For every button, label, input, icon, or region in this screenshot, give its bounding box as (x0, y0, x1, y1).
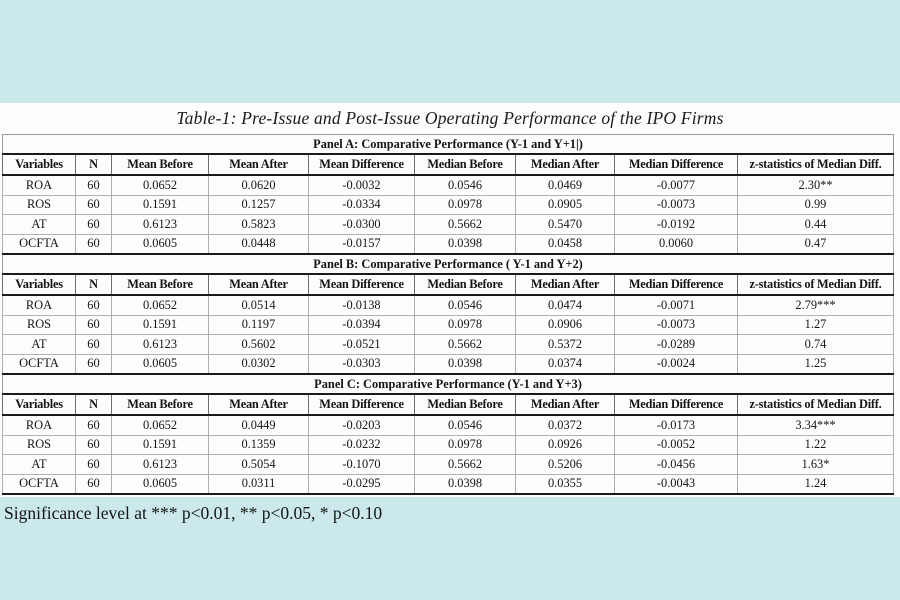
table-cell: 0.5662 (415, 215, 516, 235)
table-cell: 0.0398 (415, 474, 516, 494)
table-cell: 0.0605 (112, 474, 209, 494)
table-cell: ROS (3, 435, 76, 455)
table-cell: 60 (76, 335, 112, 355)
column-header: Mean Before (112, 394, 209, 415)
table-cell: 0.99 (738, 195, 894, 215)
table-cell: -0.0077 (615, 175, 738, 195)
table-row (3, 415, 894, 435)
table-cell: ROA (3, 295, 76, 315)
table-row (3, 234, 894, 254)
table-cell: 60 (76, 175, 112, 195)
table-cell: 0.5662 (415, 455, 516, 475)
column-header: Variables (3, 394, 76, 415)
table-cell: 1.24 (738, 474, 894, 494)
table-cell: -0.0052 (615, 435, 738, 455)
column-header: Median Before (415, 394, 516, 415)
table-cell: 60 (76, 354, 112, 374)
table-cell: 0.1591 (112, 195, 209, 215)
column-header: Median Difference (615, 394, 738, 415)
column-header: N (76, 274, 112, 295)
table-cell: 1.27 (738, 315, 894, 335)
table-cell: 0.6123 (112, 335, 209, 355)
table-cell: 0.0398 (415, 234, 516, 254)
table-cell: 60 (76, 474, 112, 494)
table-row (3, 195, 894, 215)
table-cell: -0.0073 (615, 315, 738, 335)
panel-title-row (3, 374, 894, 394)
column-header: Mean Difference (309, 154, 415, 175)
column-header-row (3, 394, 894, 415)
column-header: Mean Difference (309, 274, 415, 295)
table-cell: 0.0605 (112, 234, 209, 254)
table-cell: -0.0232 (309, 435, 415, 455)
significance-footnote: Significance level at *** p<0.01, ** p<0.05, * p<0.10 (4, 503, 383, 523)
table-cell: 0.1591 (112, 435, 209, 455)
table-cell: 60 (76, 295, 112, 315)
column-header: Mean Before (112, 274, 209, 295)
table-cell: 0.1591 (112, 315, 209, 335)
table-cell: AT (3, 335, 76, 355)
table-row (3, 335, 894, 355)
column-header: Median Difference (615, 154, 738, 175)
table-cell: 0.1359 (209, 435, 309, 455)
performance-table (2, 134, 894, 495)
table-cell: -0.0295 (309, 474, 415, 494)
table-cell: 0.6123 (112, 455, 209, 475)
table-cell: 0.5054 (209, 455, 309, 475)
table-cell: -0.0043 (615, 474, 738, 494)
column-header: Mean Before (112, 154, 209, 175)
table-cell: 0.0546 (415, 295, 516, 315)
table-cell: 0.0652 (112, 175, 209, 195)
table-cell: -0.0073 (615, 195, 738, 215)
table-cell: 60 (76, 455, 112, 475)
table-row (3, 175, 894, 195)
table-row (3, 474, 894, 494)
table-cell: 0.44 (738, 215, 894, 235)
table-cell: OCFTA (3, 354, 76, 374)
column-header-row (3, 274, 894, 295)
table-cell: 0.5470 (516, 215, 615, 235)
column-header: Variables (3, 274, 76, 295)
table-cell: 0.74 (738, 335, 894, 355)
table-cell: 0.0926 (516, 435, 615, 455)
panel-title-row (3, 254, 894, 274)
table-cell: 0.0398 (415, 354, 516, 374)
table-cell: 0.0978 (415, 195, 516, 215)
table-cell: 0.5206 (516, 455, 615, 475)
panel (3, 374, 894, 494)
table-cell: 1.63* (738, 455, 894, 475)
table-cell: 3.34*** (738, 415, 894, 435)
table-cell: -0.0394 (309, 315, 415, 335)
table-cell: 0.0374 (516, 354, 615, 374)
table-cell: -0.1070 (309, 455, 415, 475)
table-row (3, 215, 894, 235)
table-cell: 0.0474 (516, 295, 615, 315)
table-cell: 1.22 (738, 435, 894, 455)
column-header: Variables (3, 154, 76, 175)
table-cell: 0.0060 (615, 234, 738, 254)
table-cell: 0.5372 (516, 335, 615, 355)
table-cell: 0.1257 (209, 195, 309, 215)
column-header: Median Before (415, 274, 516, 295)
panel-title: Panel B: Comparative Performance ( Y-1 and Y+2) (3, 254, 894, 274)
table-cell: 0.5602 (209, 335, 309, 355)
table-cell: -0.0032 (309, 175, 415, 195)
column-header: Mean Difference (309, 394, 415, 415)
paper-content-area (0, 103, 900, 523)
column-header: z-statistics of Median Diff. (738, 274, 894, 295)
column-header: Median After (516, 274, 615, 295)
table-cell: -0.0173 (615, 415, 738, 435)
table-cell: 2.30** (738, 175, 894, 195)
table-cell: 0.0652 (112, 295, 209, 315)
column-header: N (76, 154, 112, 175)
table-cell: -0.0203 (309, 415, 415, 435)
panel (3, 135, 894, 255)
table-cell: 0.0449 (209, 415, 309, 435)
table-cell: 0.0458 (516, 234, 615, 254)
table-cell: 0.0448 (209, 234, 309, 254)
table-cell: 0.0302 (209, 354, 309, 374)
column-header: z-statistics of Median Diff. (738, 154, 894, 175)
column-header: Mean After (209, 394, 309, 415)
table-cell: AT (3, 455, 76, 475)
table-cell: 60 (76, 435, 112, 455)
table-cell: 0.0546 (415, 175, 516, 195)
column-header: Median Before (415, 154, 516, 175)
table-cell: 60 (76, 315, 112, 335)
table-cell: 0.0514 (209, 295, 309, 315)
column-header: z-statistics of Median Diff. (738, 394, 894, 415)
table-cell: OCFTA (3, 474, 76, 494)
table-row (3, 455, 894, 475)
table-cell: 60 (76, 195, 112, 215)
table-cell: ROS (3, 315, 76, 335)
table-cell: 0.0905 (516, 195, 615, 215)
table-row (3, 435, 894, 455)
table-cell: ROA (3, 415, 76, 435)
table-cell: 0.0372 (516, 415, 615, 435)
panel-title: Panel A: Comparative Performance (Y-1 and Y+1|) (3, 135, 894, 155)
table-cell: 0.0605 (112, 354, 209, 374)
table-cell: -0.0334 (309, 195, 415, 215)
table-cell: -0.0456 (615, 455, 738, 475)
column-header: N (76, 394, 112, 415)
table-cell: -0.0071 (615, 295, 738, 315)
table-cell: -0.0521 (309, 335, 415, 355)
column-header: Mean After (209, 154, 309, 175)
table-cell: -0.0024 (615, 354, 738, 374)
table-cell: -0.0300 (309, 215, 415, 235)
table-cell: 0.47 (738, 234, 894, 254)
column-header: Mean After (209, 274, 309, 295)
table-cell: -0.0303 (309, 354, 415, 374)
table-cell: 1.25 (738, 354, 894, 374)
table-cell: -0.0289 (615, 335, 738, 355)
table-cell: 60 (76, 215, 112, 235)
table-cell: 0.0652 (112, 415, 209, 435)
table-cell: 0.6123 (112, 215, 209, 235)
table-cell: AT (3, 215, 76, 235)
table-cell: 0.1197 (209, 315, 309, 335)
table-cell: 0.0311 (209, 474, 309, 494)
table-row (3, 354, 894, 374)
panel-title-row (3, 135, 894, 155)
column-header: Median Difference (615, 274, 738, 295)
table-cell: 0.0469 (516, 175, 615, 195)
table-cell: 0.0978 (415, 435, 516, 455)
table-row (3, 295, 894, 315)
table-cell: ROA (3, 175, 76, 195)
table-cell: OCFTA (3, 234, 76, 254)
table-cell: 0.0546 (415, 415, 516, 435)
table-cell: 60 (76, 234, 112, 254)
table-cell: 0.5662 (415, 335, 516, 355)
table-cell: -0.0157 (309, 234, 415, 254)
column-header-row (3, 154, 894, 175)
table-cell: 0.0620 (209, 175, 309, 195)
table-cell: ROS (3, 195, 76, 215)
table-caption: Table-1: Pre-Issue and Post-Issue Operating Performance of the IPO Firms (176, 108, 724, 128)
table-cell: 0.0906 (516, 315, 615, 335)
table-cell: 60 (76, 415, 112, 435)
table-cell: -0.0138 (309, 295, 415, 315)
table-cell: -0.0192 (615, 215, 738, 235)
table-cell: 0.0978 (415, 315, 516, 335)
column-header: Median After (516, 154, 615, 175)
table-cell: 2.79*** (738, 295, 894, 315)
table-cell: 0.5823 (209, 215, 309, 235)
panel-title: Panel C: Comparative Performance (Y-1 and Y+3) (3, 374, 894, 394)
table-row (3, 315, 894, 335)
table-cell: 0.0355 (516, 474, 615, 494)
panel (3, 254, 894, 374)
column-header: Median After (516, 394, 615, 415)
